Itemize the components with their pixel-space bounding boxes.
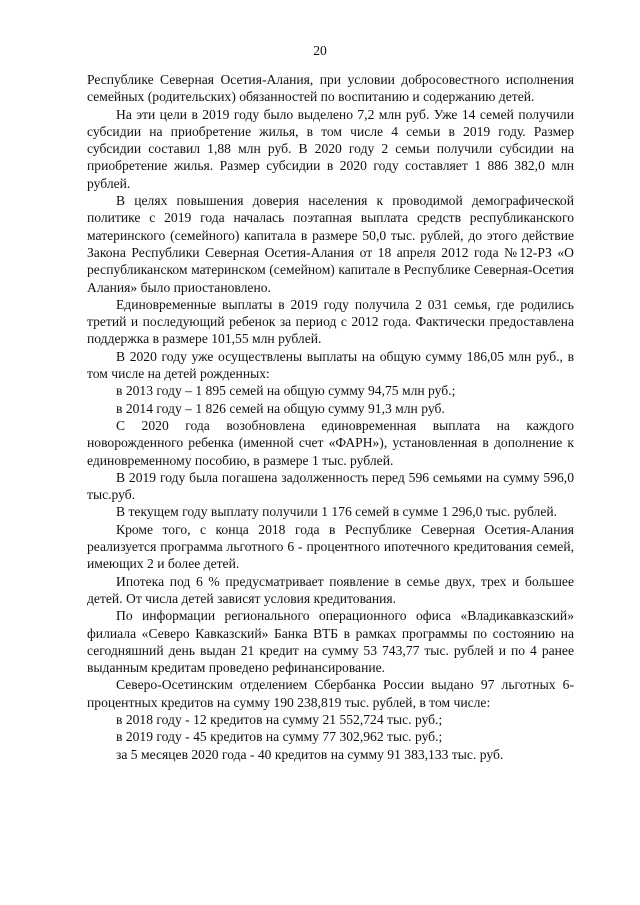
paragraph-current-year: В текущем году выплату получили 1 176 семей в сумме 1 296,0 тыс. рублей. [116, 504, 558, 520]
paragraph-housing-subsidies: На эти цели в 2019 году было выделено 7,2 млн руб. Уже 14 семей получили субсидии на приобретение жилья, в том числе 4 семьи в 2019 году. Размер субсидии составил 1,88 млн руб. В 2020 году 2 семьи получили субсидии на приобретение жилья. Размер субсидии в 2020 году составляет 1 886 382,0 млн рублей. [87, 106, 574, 191]
paragraph-debt-repaid: В 2019 году была погашена задолженность перед 596 семьями на сумму 596,0 тыс.руб. [87, 469, 574, 503]
document-body [87, 71, 574, 763]
list-item-2019-credits: в 2019 году - 45 кредитов на сумму 77 302,962 тыс. руб.; [116, 729, 443, 745]
list-item-2020-credits: за 5 месяцев 2020 года - 40 кредитов на сумму 91 383,133 тыс. руб. [116, 746, 504, 762]
paragraph-maternity-capital: В целях повышения доверия населения к проводимой демографической политике с 2019 года началась поэтапная выплата средств республиканского материнского (семейного) капитала в размере 50,0 тыс. рублей, до этого действие Закона Республики Северная Осетия-Алания от 18 апреля 2012 года №12-РЗ «О республиканском материнском (семейном) капитале в Республике Северная-Осетия Алания» было приостановлено. [87, 193, 574, 295]
paragraph-lump-sum-2019: Единовременные выплаты в 2019 году получила 2 031 семья, где родились третий и последующий ребенок за период с 2012 года. Фактически предоставлена поддержка в размере 101,55 млн рублей. [87, 296, 574, 347]
paragraph-vtb-bank: По информации регионального операционного офиса «Владикавказский» филиала «Северо Кавказский» Банка ВТБ в рамках программы по состоянию на сегодняшний день выдан 21 кредит на сумму 53 743,77 тыс. рублей и по 4 ранее выданным кредитам проведено рефинансирование. [87, 608, 574, 676]
paragraph-payments-2020: В 2020 году уже осуществлены выплаты на общую сумму 186,05 млн руб., в том числе на детей рожденных: [87, 348, 574, 382]
paragraph-continuation: Республике Северная Осетия-Алания, при условии добросовестного исполнения семейных (родительских) обязанностей по воспитанию и содержанию детей. [87, 72, 574, 105]
paragraph-farn-account: С 2020 года возобновлена единовременная выплата на каждого новорожденного ребенка (именной счет «ФАРН»), установленная в дополнение к единовременному пособию, в размере 1 тыс. рублей. [87, 417, 574, 468]
list-item-2014: в 2014 году – 1 826 семей на общую сумму 91,3 млн руб. [116, 400, 445, 416]
list-item-2013: в 2013 году – 1 895 семей на общую сумму 94,75 млн руб.; [116, 383, 456, 399]
list-item-2018-credits: в 2018 году - 12 кредитов на сумму 21 552,724 тыс. руб.; [116, 711, 443, 727]
paragraph-mortgage-program: Кроме того, с конца 2018 года в Республике Северная Осетия-Алания реализуется программа льготного 6 - процентного ипотечного кредитования семей, имеющих 2 и более детей. [87, 521, 574, 572]
paragraph-sberbank: Северо-Осетинским отделением Сбербанка России выдано 97 льготных 6-процентных кредитов на сумму 190 238,819 тыс. рублей, в том числе: [87, 677, 574, 710]
paragraph-mortgage-terms: Ипотека под 6 % предусматривает появление в семье двух, трех и большее детей. От числа детей зависят условия кредитования. [87, 573, 574, 606]
page-number: 20 [313, 43, 327, 58]
